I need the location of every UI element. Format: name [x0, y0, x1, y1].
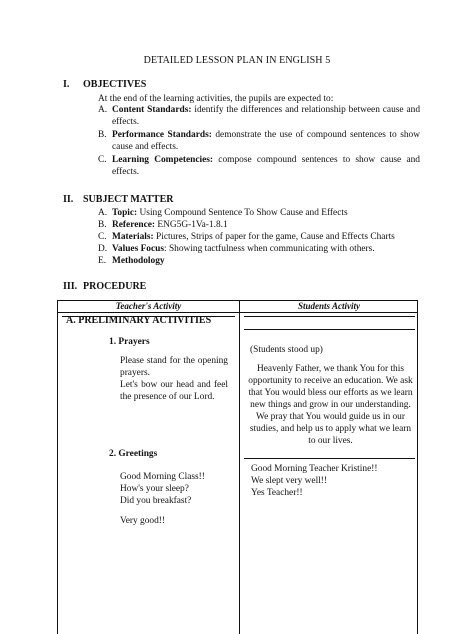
section-number-subject-matter: II. — [63, 194, 74, 205]
item-letter: B. — [98, 130, 107, 140]
item-text: : Showing tactfulness when communicating with others. — [164, 244, 375, 254]
item-letter: A. — [98, 208, 108, 218]
student-cell-top-border-2 — [244, 329, 415, 330]
item-letter: D. — [98, 244, 108, 254]
students-prayer: Heavenly Father, we thank You for this opportunity to receive an education. We ask that You would bless our efforts as we learn new things and grow in our understanding. We pray that You would guide us in our studies, and help us to apply what we learn to our lives. — [248, 364, 413, 446]
objective-item-c — [98, 154, 420, 178]
header-divider — [58, 312, 417, 313]
subject-item-e — [98, 255, 165, 267]
item-text: compose compound sentences to show cause and effects. — [112, 155, 420, 177]
header-students-activity: Students Activity — [298, 301, 360, 311]
item-letter: A. — [98, 105, 108, 115]
prayers-teacher-text: Please stand for the opening prayers. — [120, 356, 228, 378]
item-letter: B. — [98, 220, 107, 230]
item-label: Topic: — [112, 208, 138, 218]
item-text: identify the differences and relationship between cause and effects. — [112, 105, 421, 127]
prayers-teacher-text-2: Let's bow our head and feel the presence of our Lord. — [120, 380, 228, 402]
greetings-student-line-1: Good Morning Teacher Kristine!! — [251, 464, 378, 474]
item-label: Content Standards: — [112, 105, 192, 115]
subject-item-b — [98, 219, 228, 231]
objectives-intro: At the end of the learning activities, the pupils are expected to: — [98, 94, 334, 104]
greetings-student-top-border — [244, 458, 415, 459]
greetings-teacher-line-1: Good Morning Class!! — [120, 472, 205, 482]
item-letter: C. — [98, 155, 107, 165]
section-number-objectives: I. — [63, 79, 70, 90]
item-text: ENG5G-1Va-1.8.1 — [155, 220, 228, 230]
item-label: Methodology — [112, 256, 165, 266]
header-teacher-activity: Teacher's Activity — [115, 301, 182, 311]
students-stood-up: (Students stood up) — [250, 345, 323, 355]
preliminary-activities-heading: A. PRELIMINARY ACTIVITIES — [66, 315, 212, 326]
item-letter: E. — [98, 256, 107, 266]
item-label: Performance Standards: — [112, 130, 212, 140]
column-divider — [239, 301, 240, 634]
section-number-procedure: III. — [63, 281, 78, 292]
subject-item-d — [98, 243, 375, 255]
greetings-teacher-line-3: Did you breakfast? — [120, 496, 192, 506]
greetings-teacher-last: Very good!! — [120, 516, 166, 526]
objective-item-b — [98, 129, 420, 153]
item-text: Using Compound Sentence To Show Cause and Effects — [137, 208, 348, 218]
section-title-objectives: OBJECTIVES — [83, 79, 147, 90]
objective-item-a — [98, 104, 420, 128]
activity-table — [57, 300, 418, 634]
subject-item-c — [98, 231, 395, 243]
item-text: Pictures, Strips of paper for the game, Cause and Effects Charts — [153, 232, 395, 242]
item-text: demonstrate the use of compound sentences to show cause and effects. — [112, 130, 420, 152]
item-label: Reference: — [112, 220, 156, 230]
item-label: Materials: — [112, 232, 154, 242]
section-title-procedure: PROCEDURE — [83, 281, 147, 292]
item-letter: C. — [98, 232, 107, 242]
greetings-student-line-2: We slept very well!! — [251, 476, 328, 486]
item-label: Values Focus — [112, 244, 165, 254]
section-title-subject-matter: SUBJECT MATTER — [83, 194, 174, 205]
greetings-student-line-3: Yes Teacher!! — [251, 488, 303, 498]
document-title: DETAILED LESSON PLAN IN ENGLISH 5 — [143, 55, 331, 66]
greetings-teacher-line-2: How's your sleep? — [120, 484, 189, 494]
subject-item-a — [98, 207, 348, 219]
item-label: Learning Competencies: — [112, 155, 214, 165]
greetings-heading: 2. Greetings — [109, 449, 158, 459]
prayers-heading: 1. Prayers — [109, 337, 150, 347]
student-cell-top-border — [244, 316, 415, 317]
